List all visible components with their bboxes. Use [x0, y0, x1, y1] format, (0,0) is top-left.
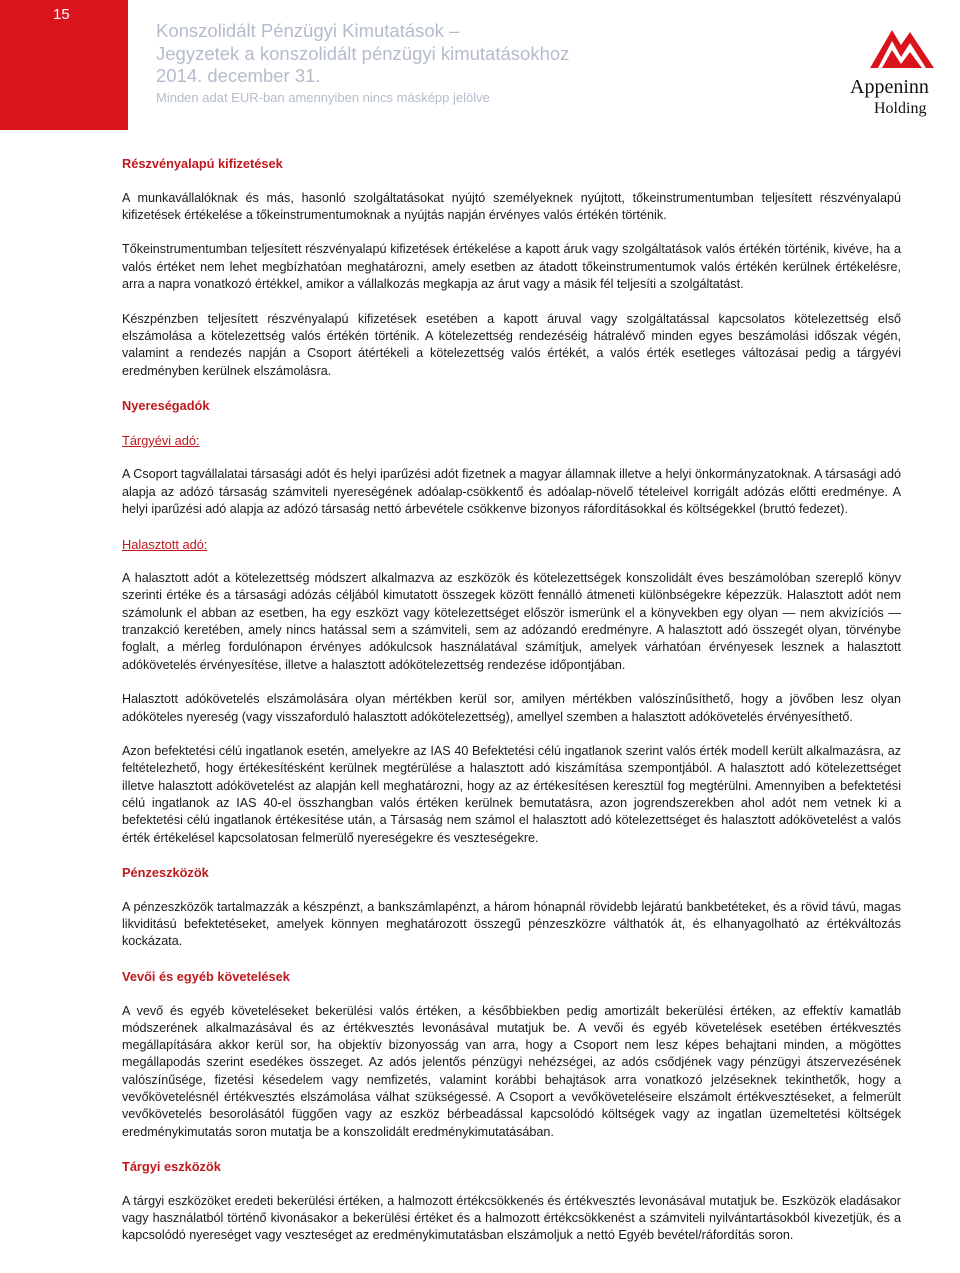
paragraph: A vevő és egyéb követeléseket bekerülési valós értéken, a későbbiekben pedig amortizált bekerülési értéken, az effektív kamatláb módszerének alkalmazásával és az értékvesztés levonásával mutatjuk be. A vevői és egyéb követelések esetében értékvesztés megállapítására akkor kerül sor, ha objektív bizonyosság van arra, hogy a Csoport nem lesz képes behajtani minden, a mögöttes megállapodás szerint esedékes összeget. Az adós jelentős pénzügyi nehézségei, az adós csődjének vagy pénzügyi átszervezésének valószínűsége, fizetési késedelem vagy nemfizetés, valamint korábbi behajtások arra vonatkozó jelzéseknek tekinthetők, hogy a vevőkövetelésnél értékvesztés elszámolása válhat szükségessé. A Csoport a vevőköveteléseire elszámolt értékvesztéseket, a felmerült vevőkövetelés besorolásától függően vagy az eszköz bérbeadással kapcsolódó költségek vagy az ingatlan üzemeltetési költségek eredménykimutatás soron mutatja be a konszolidált eredménykimutatásában.: [122, 1003, 901, 1139]
header-currency-note: Minden adat EUR-ban amennyiben nincs másképp jelölve: [156, 89, 490, 105]
section-heading-cash: Pénzeszközök: [122, 865, 209, 881]
header-title: Konszolidált Pénzügyi Kimutatások –: [156, 20, 460, 41]
header-date: 2014. december 31.: [156, 65, 321, 86]
page-number-box: [0, 0, 128, 130]
paragraph: Halasztott adókövetelés elszámolására olyan mértékben kerül sor, amilyen mértékben valószínűsíthető, hogy a jövőben lesz olyan adóköteles nyereség (vagy visszaforduló halasztott adókötelezettség), amellyel szemben a halasztott adókövetelés érvényesíthető.: [122, 692, 901, 724]
paragraph: A tárgyi eszközöket eredeti bekerülési értéken, a halmozott értékcsökkenés és értékvesztés levonásával mutatjuk be. Eszközök eladásakor vagy használatból történő kivonásakor a bekerülési értéket és a halmozott értékcsökkenést a számviteli nyilvántartásokból kivezetjük, és a kapcsolódó nyereséget vagy veszteséget az eredménykimutatásban elszámoljuk a nettó Egyéb bevétel/ráfordítás soron.: [122, 1193, 901, 1243]
paragraph: A Csoport tagvállalatai társasági adót és helyi iparűzési adót fizetnek a magyar államnak illetve a helyi önkormányzatoknak. A társasági adó alapja az adózó társaság számviteli nyereségének adóalap-csökkentő és adóalap-növelő tételeivel korrigált adózás előtti eredménye. A helyi iparűzési adó alapja az adózó társaság nettó árbevétele csökkenve bizonyos ráfordításokkal és költségekkel (bruttó fedezet).: [122, 467, 901, 516]
section-heading-share-based-payments: Részvényalapú kifizetések: [122, 156, 283, 171]
logo-word-holding: Holding: [874, 100, 927, 117]
company-logo: [846, 26, 958, 126]
section-heading-tangible-assets: Tárgyi eszközök: [122, 1159, 221, 1175]
page-number: 15: [53, 6, 70, 23]
subheading-current-tax: Tárgyévi adó:: [122, 432, 200, 448]
subheading-deferred-tax: Halasztott adó:: [122, 536, 208, 552]
document-body: [122, 155, 901, 1262]
section-heading-receivables: Vevői és egyéb követelések: [122, 968, 290, 984]
paragraph: Tőkeinstrumentumban teljesített részvényalapú kifizetések értékelése a kapott áruk vagy szolgáltatások valós értékén történik, kivéve, ha a valós értéket nem lehet megbízhatóan meghatározni, amely esetben az átadott tőkeinstrumentumok valós értékén kerülnek értékelésre, arra a napra vonatkozó értékkel, amikor a vállalkozás megkapja az árut vagy a másik fél teljesíti a szolgáltatást.: [122, 242, 901, 292]
paragraph: Készpénzben teljesített részvényalapú kifizetések esetében a kapott áruval vagy szolgáltatással kapcsolatos kötelezettség első elszámolása a kötelezettség valós értékén történik. A kötelezettség rendezéséig hátralévő minden egyes beszámolási időszak végén, valamint a rendezés napján a Csoport átértékeli a kötelezettség valós értékét, a valós érték esetleges változásai pedig a tárgyévi eredményben kerülnek elszámolásra.: [122, 311, 901, 378]
logo-word-appeninn: Appeninn: [850, 76, 929, 98]
mountain-logo-icon: [870, 26, 934, 72]
paragraph: A munkavállalóknak és más, hasonló szolgáltatásokat nyújtó személyeknek nyújtott, tőkeinstrumentumban teljesített részvényalapú kifizetések értékelése a tőkeinstrumentumoknak a nyújtás napján érvényes valós értékén történik.: [122, 190, 901, 222]
paragraph: A pénzeszközök tartalmazzák a készpénzt, a bankszámlapénzt, a három hónapnál rövidebb lejáratú bankbetéteket, és a rövid távú, magas likviditású befektetéseket, amelyek könnyen meghatározott összegű pénzeszközre válthatók át, és elhanyagolható az értékváltozás kockázata.: [122, 899, 901, 949]
document-header: [156, 20, 816, 107]
paragraph: A halasztott adót a kötelezettség módszert alkalmazva az eszközök és kötelezettségek konszolidált éves beszámolóban szereplő könyv szerinti értéke és a társasági adózás céljából kimutatott összegek között fennálló átmeneti különbségekre képezzük. Halasztott adót nem számolunk el abban az esetben, ha egy eszközt vagy kötelezettséget először ismerünk el a könyvekben egy olyan — nem akvizíciós — tranzakció keretében, amely nincs hatással sem a számviteli, sem az adózandó eredményre. A halasztott adó összegét olyan, törvénybe foglalt, a mérleg fordulónapon érvényes adókulcsok használatával számítjuk, amelyek várhatóan érvényesek lesznek a halasztott adókövetelés érvényesítése, illetve a halasztott adókötelezettség rendezése időpontjában.: [122, 571, 901, 672]
section-heading-income-taxes: Nyereségadók: [122, 398, 210, 414]
paragraph: Azon befektetési célú ingatlanok esetén, amelyekre az IAS 40 Befektetési célú ingatlanok szerint valós érték modell került alkalmazásra, az feltételezhető, hogy értékesítésként kerülnek megtérülése a halasztott adó kiszámítása szempontjából. A halasztott adó kötelezettséget illetve halasztott adókövetelést az alapján kell meghatározni, hogy az az értékesítésen keresztül fog megtérülni. Amennyiben a befektetési célú ingatlanok az IAS 40-el összhangban valós értéken kerülnek bemutatásra, azon jogrendszerekben ahol adót nem vetnek ki a befektetési célú ingatlanok értékesítése után, a Társaság nem számol el halasztott adó kötelezettséget és halasztott adókövetelést a valós érték értékelésel kapcsolatosan felmerülő nyereségekre és veszteségekre.: [122, 744, 901, 845]
header-subtitle: Jegyzetek a konszolidált pénzügyi kimutatásokhoz: [156, 42, 570, 64]
